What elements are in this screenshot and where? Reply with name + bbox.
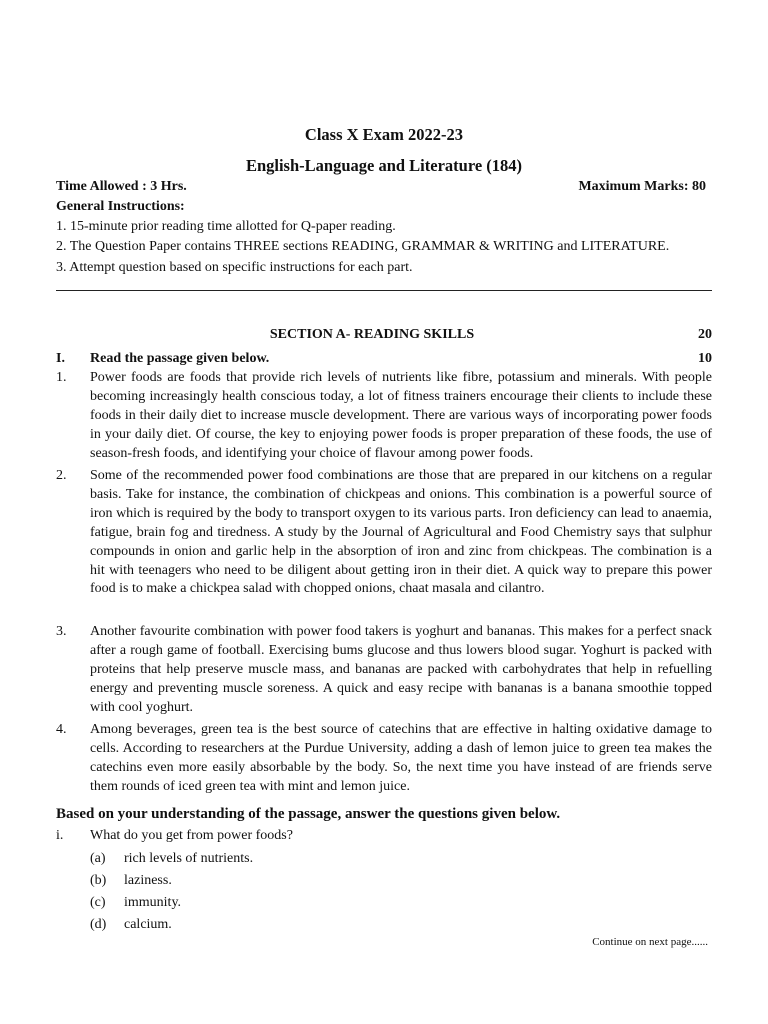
instruction-item: 2. The Question Paper contains THREE sections READING, GRAMMAR & WRITING and LITERATURE. [56,239,670,254]
paragraph-number: 2. [56,468,67,483]
paragraph-text: Among beverages, green tea is the best source of catechins that are effective in halting oxidative damage to cells. According to researchers at the Purdue University, adding a dash of lemon juice to green tea makes the catechins even more easily absorbable by the body. So, the next time you have instead of are friends serve them rounds of iced green tea with mint and lemon juice. [90,722,712,794]
sub-question-text: What do you get from power foods? [90,828,293,843]
option-label: (c) [90,895,106,910]
time-allowed: Time Allowed : 3 Hrs. [56,179,187,194]
question-marks: 10 [698,351,712,366]
paragraph-text: Another favourite combination with power food takers is yoghurt and bananas. This makes for a perfect snack after a rough game of football. Exercising bums glucose and thus lowers blood sugar. Yoghurt is packed with proteins that help preserve muscle mass, and bananas are packed with carbohydrates that help in refuelling energy and preventing muscle soreness. A quick and easy recipe with bananas is a banana smoothie topped with cool yoghurt. [90,624,712,715]
paragraph-number: 4. [56,722,67,737]
option-text: calcium. [124,917,172,932]
section-marks: 20 [698,327,712,342]
paragraph-text: Some of the recommended power food combinations are those that are prepared in our kitchens on a regular basis. Take for instance, the combination of chickpeas and onions. This combination is a powerful source of iron which is required by the body to transport oxygen to its various parts. Iron deficiency can lead to anaemia, fatigue, brain fog and tiredness. A study by the Journal of Agricultural and Food Chemistry says that sulphur compounds in onion and garlic help in the absorption of iron and zinc from chickpeas. The combination is a hit with teenagers who need to be diligent about getting iron in their diet. A quick way to prepare this power food is to make a chickpea salad with chopped onions, chaat masala and cilantro. [90,468,712,597]
passage-paragraph [56,623,712,718]
exam-subtitle: English-Language and Literature (184) [245,156,523,175]
question-number: I. [56,351,65,366]
option-text: immunity. [124,895,182,910]
exam-page [56,0,712,1024]
time-marks-row [56,177,712,196]
sub-question-number: i. [56,828,64,843]
instruction-item: 1. 15-minute prior reading time allotted for Q-paper reading. [56,219,396,234]
maximum-marks: Maximum Marks: 80 [578,179,706,194]
passage-paragraph [56,369,712,464]
option-label: (b) [90,873,107,888]
option-text: laziness. [124,873,172,888]
instructions-heading: General Instructions: [56,199,185,214]
option-label: (d) [90,917,107,932]
continue-note: Continue on next page...... [592,936,708,948]
instruction-item: 3. Attempt question based on specific instructions for each part. [56,260,413,275]
exam-title: Class X Exam 2022-23 [304,125,464,144]
section-title: SECTION A- READING SKILLS [269,327,475,342]
divider [56,290,712,291]
paragraph-number: 1. [56,370,67,385]
question-text: Read the passage given below. [90,351,270,366]
option-label: (a) [90,851,106,866]
paragraph-text: Power foods are foods that provide rich levels of nutrients like fibre, potassium and minerals. With people becoming increasingly health conscious today, a lot of fitness trainers encourage their clients to include these foods in their daily diet to increase muscle development. There are various ways of incorporating power foods in your daily diet. Of course, the key to enjoying power foods is proper preparation of these foods, the use of season-fresh foods, and identifying your choice of flavour among power foods. [90,370,712,461]
option-text: rich levels of nutrients. [124,851,254,866]
questions-prompt: Based on your understanding of the passage, answer the questions given below. [56,806,561,822]
paragraph-number: 3. [56,624,67,639]
passage-paragraph [56,467,712,599]
passage-paragraph [56,721,712,797]
